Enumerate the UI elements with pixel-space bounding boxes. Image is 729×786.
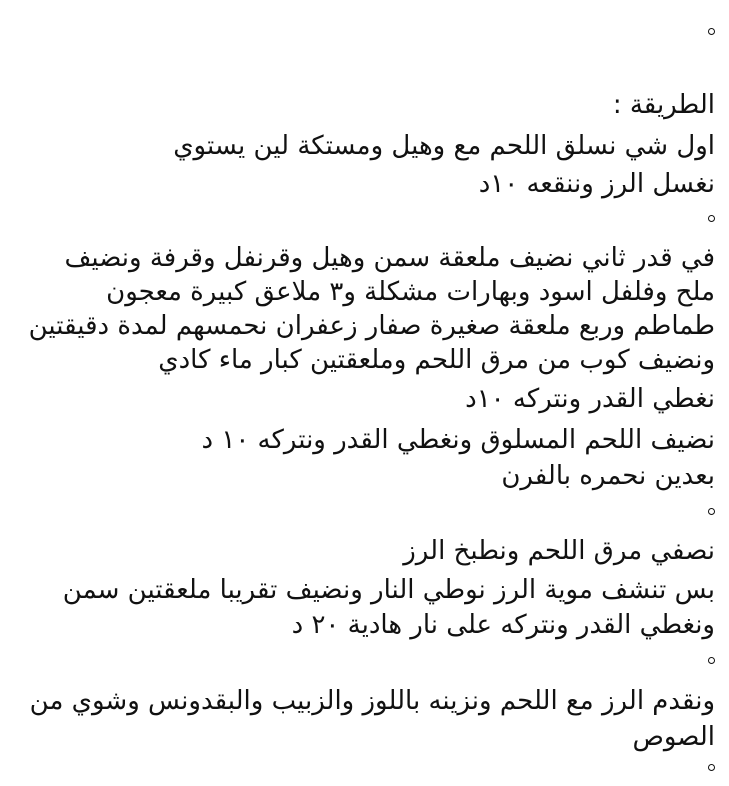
text-line: ونغطي القدر ونتركه على نار هادية ٢٠ د: [291, 610, 715, 640]
text-line: ونضيف كوب من مرق اللحم وملعقتين كبار ماء كادي: [158, 345, 715, 375]
separator-dot: [708, 215, 715, 222]
text-line: نغطي القدر ونتركه ١٠د: [465, 384, 715, 414]
separator-dot: [708, 508, 715, 515]
text-line: بس تنشف موية الرز نوطي النار ونضيف تقريبا ملعقتين سمن: [62, 575, 715, 605]
text-line: الصوص: [632, 722, 715, 752]
separator-dot: [708, 28, 715, 35]
text-line: بعدين نحمره بالفرن: [501, 461, 715, 491]
text-line: نصفي مرق اللحم ونطبخ الرز: [403, 536, 715, 566]
text-line: اول شي نسلق اللحم مع وهيل ومستكة لين يستوي: [173, 131, 715, 161]
text-line: ملح وفلفل اسود وبهارات مشكلة و٣ ملاعق كبيرة معجون: [106, 277, 715, 307]
text-line: نغسل الرز وننقعه ١٠د: [478, 169, 715, 199]
separator-dot: [708, 657, 715, 664]
text-line: في قدر ثاني نضيف ملعقة سمن وهيل وقرنفل وقرفة ونضيف: [64, 243, 715, 273]
method-heading: الطريقة :: [612, 90, 715, 120]
text-line: نضيف اللحم المسلوق ونغطي القدر ونتركه ١٠ د: [201, 425, 715, 455]
text-line: ونقدم الرز مع اللحم ونزينه باللوز والزبيب والبقدونس وشوي من: [29, 686, 715, 716]
text-line: طماطم وربع ملعقة صغيرة صفار زعفران نحمسهم لمدة دقيقتين: [28, 311, 715, 341]
separator-dot: [708, 764, 715, 771]
